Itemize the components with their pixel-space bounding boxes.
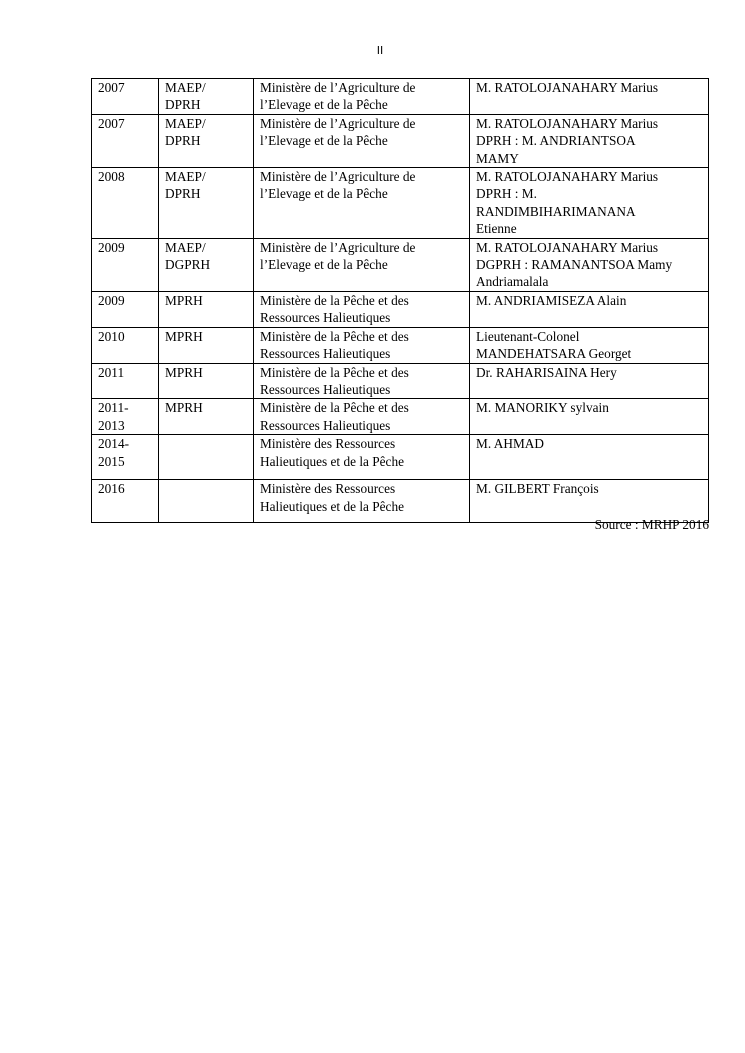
minister-cell: M. MANORIKY sylvain bbox=[470, 399, 709, 435]
abbreviation-cell: MPRH bbox=[159, 363, 254, 399]
year-cell: 2010 bbox=[92, 327, 159, 363]
abbreviation-cell: MPRH bbox=[159, 327, 254, 363]
table-row bbox=[92, 238, 709, 291]
minister-cell: M. ANDRIAMISEZA Alain bbox=[470, 291, 709, 327]
ministry-cell: Ministère de la Pêche et des Ressources Halieutiques bbox=[254, 291, 470, 327]
minister-cell: M. RATOLOJANAHARY Marius bbox=[470, 79, 709, 115]
year-cell: 2011 bbox=[92, 363, 159, 399]
ministry-cell: Ministère de l’Agriculture de l’Elevage et de la Pêche bbox=[254, 79, 470, 115]
ministry-cell: Ministère de l’Agriculture de l’Elevage et de la Pêche bbox=[254, 168, 470, 239]
table-row bbox=[92, 327, 709, 363]
minister-cell: M. RATOLOJANAHARY Marius DPRH : M. RANDIMBIHARIMANANA Etienne bbox=[470, 168, 709, 239]
page-number: II bbox=[376, 44, 384, 57]
year-cell: 2016 bbox=[92, 480, 159, 523]
minister-cell: M. GILBERT François bbox=[470, 480, 709, 523]
abbreviation-cell: MAEP/ DPRH bbox=[159, 168, 254, 239]
minister-cell: Dr. RAHARISAINA Hery bbox=[470, 363, 709, 399]
abbreviation-cell: MPRH bbox=[159, 291, 254, 327]
table-row bbox=[92, 363, 709, 399]
minister-cell: M. RATOLOJANAHARY Marius DPRH : M. ANDRIANTSOA MAMY bbox=[470, 114, 709, 167]
year-cell: 2008 bbox=[92, 168, 159, 239]
source-note: Source : MRHP 2016 bbox=[594, 517, 709, 532]
abbreviation-cell bbox=[159, 480, 254, 523]
ministers-table bbox=[91, 78, 709, 523]
abbreviation-cell: MAEP/ DGPRH bbox=[159, 238, 254, 291]
abbreviation-cell: MAEP/ DPRH bbox=[159, 114, 254, 167]
table-row bbox=[92, 114, 709, 167]
minister-cell: M. RATOLOJANAHARY Marius DGPRH : RAMANANTSOA Mamy Andriamalala bbox=[470, 238, 709, 291]
year-cell: 2009 bbox=[92, 238, 159, 291]
table-row bbox=[92, 79, 709, 115]
ministry-cell: Ministère de la Pêche et des Ressources Halieutiques bbox=[254, 363, 470, 399]
ministry-cell: Ministère des Ressources Halieutiques et de la Pêche bbox=[254, 435, 470, 480]
year-cell: 2009 bbox=[92, 291, 159, 327]
abbreviation-cell: MPRH bbox=[159, 399, 254, 435]
abbreviation-cell: MAEP/ DPRH bbox=[159, 79, 254, 115]
table-row bbox=[92, 399, 709, 435]
ministry-cell: Ministère des Ressources Halieutiques et de la Pêche bbox=[254, 480, 470, 523]
table-row bbox=[92, 435, 709, 480]
minister-cell: Lieutenant-Colonel MANDEHATSARA Georget bbox=[470, 327, 709, 363]
ministry-cell: Ministère de la Pêche et des Ressources Halieutiques bbox=[254, 327, 470, 363]
minister-cell: M. AHMAD bbox=[470, 435, 709, 480]
table-row bbox=[92, 168, 709, 239]
year-cell: 2014- 2015 bbox=[92, 435, 159, 480]
table-row bbox=[92, 291, 709, 327]
year-cell: 2007 bbox=[92, 114, 159, 167]
ministry-cell: Ministère de la Pêche et des Ressources Halieutiques bbox=[254, 399, 470, 435]
ministry-cell: Ministère de l’Agriculture de l’Elevage et de la Pêche bbox=[254, 114, 470, 167]
year-cell: 2011- 2013 bbox=[92, 399, 159, 435]
year-cell: 2007 bbox=[92, 79, 159, 115]
ministry-cell: Ministère de l’Agriculture de l’Elevage et de la Pêche bbox=[254, 238, 470, 291]
abbreviation-cell bbox=[159, 435, 254, 480]
